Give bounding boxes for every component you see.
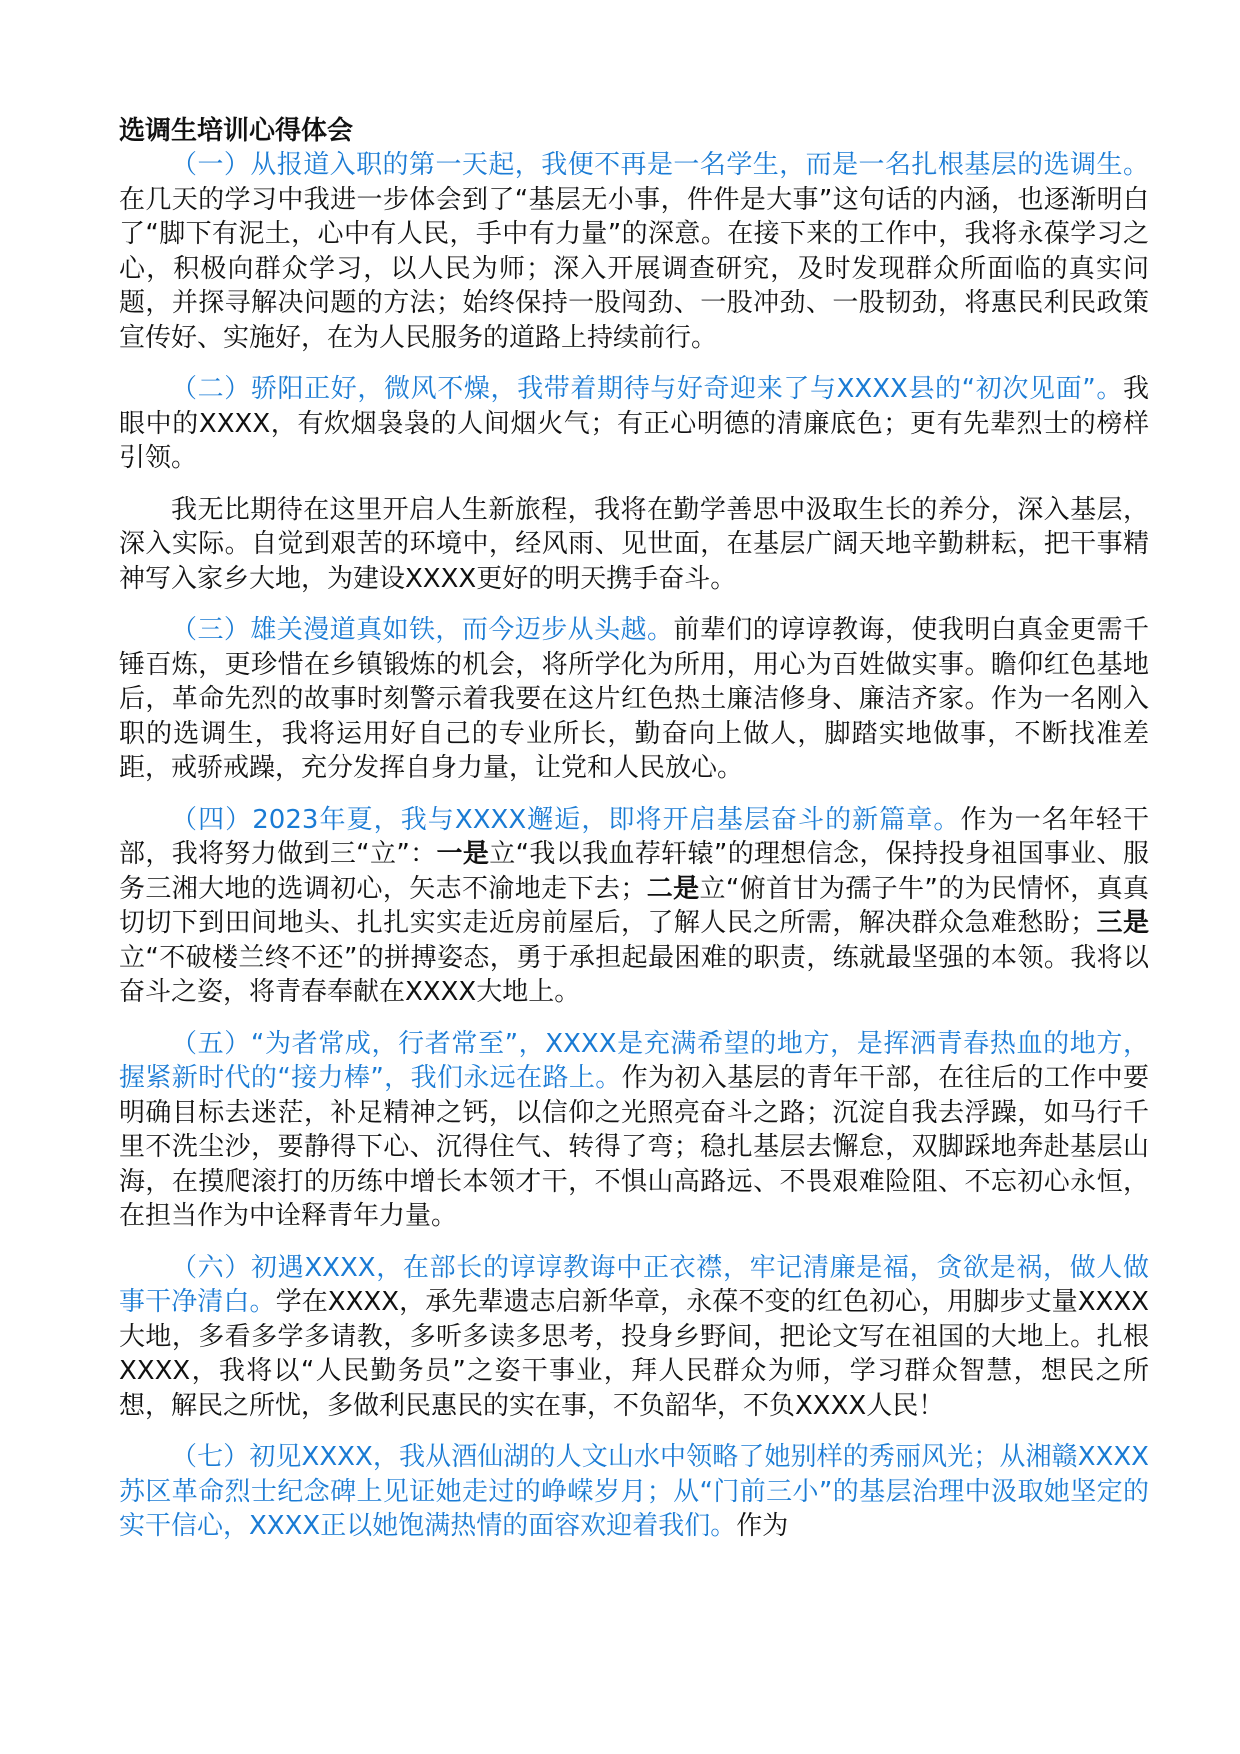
paragraph-5-point-3-label: 三是 [1096, 908, 1149, 938]
paragraph-5-point-1-text: 立“我以我血荐轩辕”的理想信念，保持投身祖国事业、服务三湘大地的选调初心，矢志不渝地走下去； [119, 839, 1149, 904]
paragraph-6 [119, 1027, 1149, 1234]
paragraph-1 [119, 148, 1149, 355]
paragraph-6-lead: （五）“为者常成，行者常至”，XXXX是充满希望的地方，是挥洒青春热血的地方，握紧新时代的“接力棒”，我们永远在路上。 [119, 1028, 1149, 1093]
paragraph-2-lead: （二）骄阳正好，微风不燥，我带着期待与好奇迎来了与XXXX县的“初次见面”。 [171, 374, 1123, 404]
paragraph-4-body: 前辈们的谆谆教诲，使我明白真金更需千锤百炼，更珍惜在乡镇锻炼的机会，将所学化为所用，用心为百姓做实事。瞻仰红色基地后，革命先烈的故事时刻警示着我要在这片红色热土廉洁修身、廉洁齐家。作为一名刚入职的选调生，我将运用好自己的专业所长，勤奋向上做人，脚踏实地做事，不断找准差距，戒骄戒躁，充分发挥自身力量，让党和人民放心。 [119, 615, 1149, 783]
paragraph-5-lead: （四）2023年夏，我与XXXX邂逅，即将开启基层奋斗的新篇章。 [171, 804, 961, 835]
paragraph-8-body: 作为 [736, 1511, 789, 1541]
paragraph-7-lead: （六）初遇XXXX，在部长的谆谆教诲中正衣襟，牢记清廉是福，贪欲是祸，做人做事干净清白。 [119, 1252, 1149, 1317]
paragraph-7 [119, 1251, 1149, 1424]
paragraph-1-lead: （一）从报道入职的第一天起，我便不再是一名学生，而是一名扎根基层的选调生。 [171, 150, 1149, 180]
paragraph-5-point-2-text: 立“俯首甘为孺子牛”的为民情怀，真真切切下到田间地头、扎扎实实走近房前屋后，了解人民之所需，解决群众急难愁盼； [119, 873, 1149, 938]
document-title: 选调生培训心得体会 [119, 116, 354, 146]
paragraph-4-lead: （三）雄关漫道真如铁，而今迈步从头越。 [171, 615, 674, 645]
paragraph-1-body: 在几天的学习中我进一步体会到了“基层无小事，件件是大事”这句话的内涵，也逐渐明白了“脚下有泥土，心中有人民，手中有力量”的深意。在接下来的工作中，我将永葆学习之心，积极向群众学习，以人民为师；深入开展调查研究，及时发现群众所面临的真实问题，并探寻解决问题的方法；始终保持一股闯劲、一股冲劲、一股韧劲，将惠民利民政策宣传好、实施好，在为人民服务的道路上持续前行。 [119, 184, 1149, 353]
paragraph-2-body: 我眼中的XXXX，有炊烟袅袅的人间烟火气；有正心明德的清廉底色；更有先辈烈士的榜样引领。 [119, 374, 1149, 473]
paragraph-3-body: 我无比期待在这里开启人生新旅程，我将在勤学善思中汲取生长的养分，深入基层，深入实际。自觉到艰苦的环境中，经风雨、见世面，在基层广阔天地辛勤耕耘，把干事精神写入家乡大地，为建设XXXX更好的明天携手奋斗。 [119, 494, 1149, 594]
paragraph-7-body: 学在XXXX，承先辈遗志启新华章，永葆不变的红色初心，用脚步丈量XXXX大地，多看多学多请教，多听多读多思考，投身乡野间，把论文写在祖国的大地上。扎根XXXX，我将以“人民勤务员”之姿干事业，拜人民群众为师，学习群众智慧，想民之所想，解民之所忧，多做利民惠民的实在事，不负韶华，不负XXXX人民！ [119, 1287, 1149, 1421]
paragraph-8 [119, 1440, 1149, 1544]
paragraph-2 [119, 372, 1149, 476]
paragraph-6-body: 作为初入基层的青年干部，在往后的工作中要明确目标去迷茫，补足精神之钙，以信仰之光照亮奋斗之路；沉淀自我去浮躁，如马行千里不洗尘沙，要静得下心、沉得住气、转得了弯；稳扎基层去懈怠，双脚踩地奔赴基层山海，在摸爬滚打的历练中增长本领才干，不惧山高路远、不畏艰难险阻、不忘初心永恒，在担当作为中诠释青年力量。 [119, 1063, 1149, 1231]
paragraph-5-point-3-text: 立“不破楼兰终不还”的拼搏姿态，勇于承担起最困难的职责，练就最坚强的本领。我将以奋斗之姿，将青春奉献在XXXX大地上。 [119, 942, 1149, 1007]
paragraph-3 [119, 493, 1149, 597]
paragraph-4 [119, 613, 1149, 786]
document-page [119, 114, 1149, 1544]
paragraph-8-lead: （七）初见XXXX，我从酒仙湖的人文山水中领略了她别样的秀丽风光；从湘赣XXXX苏区革命烈士纪念碑上见证她走过的峥嵘岁月；从“门前三小”的基层治理中汲取她坚定的实干信心，XXXX正以她饱满热情的面容欢迎着我们。 [119, 1442, 1149, 1541]
paragraph-5-body-intro: 作为一名年轻干部，我将努力做到三“立”： [119, 804, 1149, 869]
paragraph-5 [119, 803, 1149, 1010]
paragraph-5-point-2-label: 二是 [646, 873, 700, 904]
paragraph-5-point-1-label: 一是 [436, 839, 490, 869]
